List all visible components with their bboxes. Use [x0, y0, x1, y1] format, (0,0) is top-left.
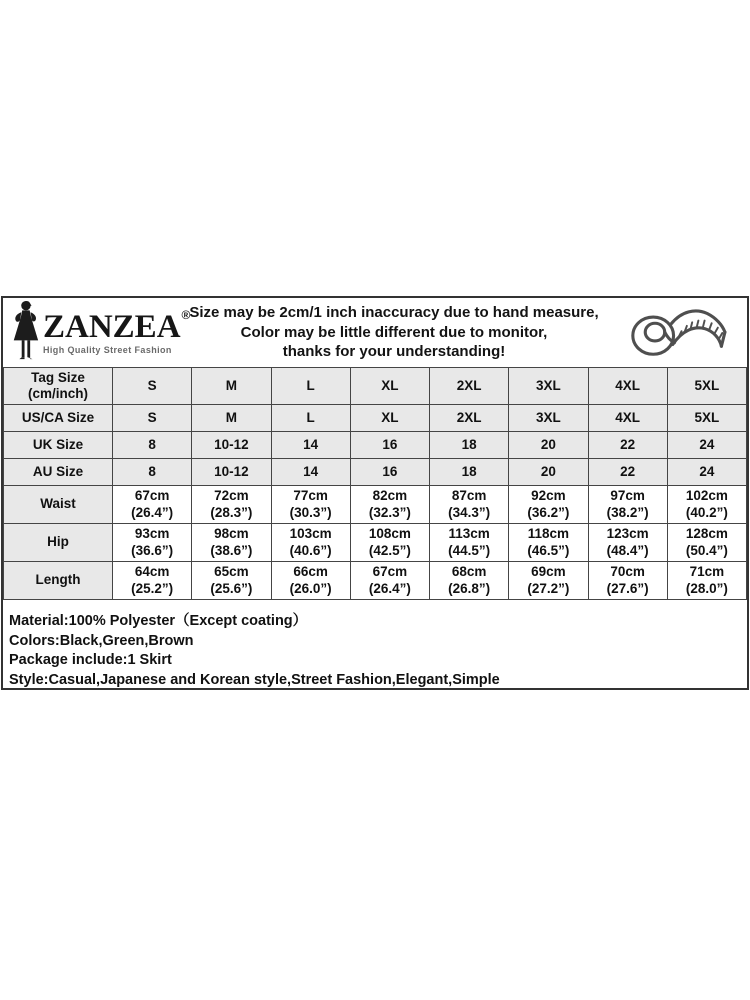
size-table [3, 367, 747, 600]
size-cell: 14 [271, 432, 350, 459]
size-cell: XL [350, 405, 429, 432]
disclaimer-line-1: Size may be 2cm/1 inch inaccuracy due to hand measure, [189, 304, 599, 322]
size-cell: 66cm (26.0”) [271, 562, 350, 600]
table-row [4, 486, 747, 524]
size-cell: 24 [667, 459, 746, 486]
row-label: Waist [4, 486, 113, 524]
size-cell: 97cm (38.2”) [588, 486, 667, 524]
size-cell: 3XL [509, 368, 588, 405]
size-cell: 22 [588, 459, 667, 486]
size-cell: 24 [667, 432, 746, 459]
size-cell: 87cm (34.3”) [430, 486, 509, 524]
size-cell: L [271, 405, 350, 432]
brand-tagline: High Quality Street Fashion [43, 344, 172, 355]
row-label: UK Size [4, 432, 113, 459]
size-cell: 4XL [588, 405, 667, 432]
size-cell: 10-12 [192, 432, 271, 459]
size-cell: 103cm (40.6”) [271, 524, 350, 562]
size-cell: 67cm (26.4”) [113, 486, 192, 524]
size-cell: 108cm (42.5”) [350, 524, 429, 562]
size-cell: 14 [271, 459, 350, 486]
table-row [4, 405, 747, 432]
brand-name: ZANZEA [43, 308, 181, 345]
size-cell: S [113, 405, 192, 432]
package-line: Package include:1 Skirt [9, 652, 172, 668]
size-cell: 2XL [430, 405, 509, 432]
size-cell: 72cm (28.3”) [192, 486, 271, 524]
size-cell: L [271, 368, 350, 405]
chart-header [3, 298, 747, 367]
size-cell: 77cm (30.3”) [271, 486, 350, 524]
style-line: Style:Casual,Japanese and Korean style,Street Fashion,Elegant,Simple [9, 671, 500, 688]
size-cell: 113cm (44.5”) [430, 524, 509, 562]
table-row [4, 524, 747, 562]
row-label: US/CA Size [4, 405, 113, 432]
disclaimer-line-2: Color may be little different due to monitor, [240, 323, 548, 341]
size-cell: XL [350, 368, 429, 405]
size-cell: 22 [588, 432, 667, 459]
size-cell: 5XL [667, 368, 746, 405]
disclaimer-text [179, 303, 609, 362]
size-cell: 10-12 [192, 459, 271, 486]
registered-trademark: ® [181, 307, 191, 322]
size-cell: 71cm (28.0”) [667, 562, 746, 600]
table-row [4, 459, 747, 486]
size-cell: 5XL [667, 405, 746, 432]
size-cell: 68cm (26.8”) [430, 562, 509, 600]
size-cell: 16 [350, 432, 429, 459]
size-cell: 18 [430, 432, 509, 459]
size-cell: 67cm (26.4”) [350, 562, 429, 600]
row-label: Tag Size (cm/inch) [4, 368, 113, 405]
size-cell: 65cm (25.6”) [192, 562, 271, 600]
size-cell: 16 [350, 459, 429, 486]
product-details [3, 600, 747, 688]
size-cell: S [113, 368, 192, 405]
material-line: Material:100% Polyester（Except coating） [9, 613, 308, 629]
size-cell: M [192, 405, 271, 432]
size-cell: 20 [509, 432, 588, 459]
brand-text-block [43, 307, 191, 355]
size-cell: 102cm (40.2”) [667, 486, 746, 524]
size-cell: 8 [113, 459, 192, 486]
row-label: Length [4, 562, 113, 600]
size-chart-panel [1, 296, 749, 690]
row-label: AU Size [4, 459, 113, 486]
size-cell: 2XL [430, 368, 509, 405]
size-cell: 3XL [509, 405, 588, 432]
colors-line: Colors:Black,Green,Brown [9, 632, 194, 649]
table-row [4, 432, 747, 459]
size-cell: 93cm (36.6”) [113, 524, 192, 562]
measuring-tape-icon [609, 302, 747, 364]
size-cell: 64cm (25.2”) [113, 562, 192, 600]
size-cell: 128cm (50.4”) [667, 524, 746, 562]
size-cell: M [192, 368, 271, 405]
size-cell: 123cm (48.4”) [588, 524, 667, 562]
table-row [4, 562, 747, 600]
row-label: Hip [4, 524, 113, 562]
table-row [4, 368, 747, 405]
size-cell: 82cm (32.3”) [350, 486, 429, 524]
size-cell: 20 [509, 459, 588, 486]
size-cell: 18 [430, 459, 509, 486]
size-cell: 118cm (46.5”) [509, 524, 588, 562]
size-cell: 4XL [588, 368, 667, 405]
size-cell: 69cm (27.2”) [509, 562, 588, 600]
brand-logo [3, 300, 191, 365]
size-cell: 98cm (38.6”) [192, 524, 271, 562]
size-cell: 8 [113, 432, 192, 459]
size-cell: 70cm (27.6”) [588, 562, 667, 600]
disclaimer-line-3: thanks for your understanding! [282, 343, 506, 361]
size-cell: 92cm (36.2”) [509, 486, 588, 524]
woman-silhouette-icon [9, 300, 41, 365]
